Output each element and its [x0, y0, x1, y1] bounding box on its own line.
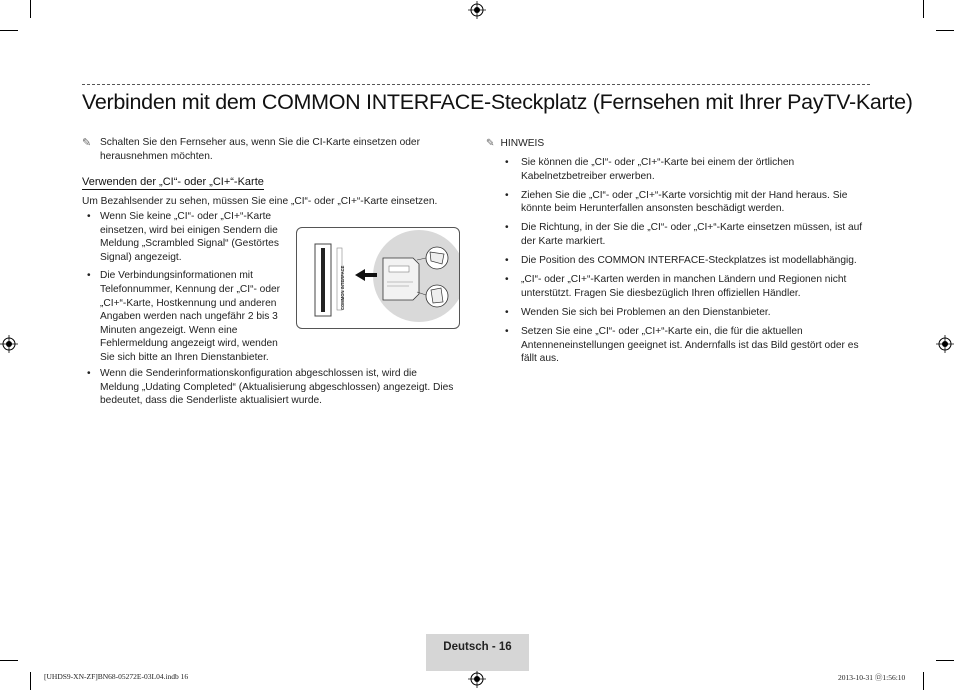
- crop-mark: [0, 30, 18, 31]
- bullet-icon: •: [505, 189, 509, 201]
- bullet-icon: •: [87, 270, 91, 282]
- note-text: Schalten Sie den Fernseher aus, wenn Sie die CI-Karte einsetzen oder herausnehmen möchten.: [100, 137, 420, 162]
- crop-mark: [30, 672, 31, 690]
- crop-mark: [923, 672, 924, 690]
- list-item: • Sie können die „CI“- oder „CI+“-Karte bei einem der örtlichen Kabelnetzbetreiber erwerben.: [505, 157, 795, 182]
- hinweis-heading: ✎ HINWEIS: [486, 138, 545, 149]
- bullet-list: [84, 210, 284, 370]
- hinweis-list: [504, 156, 874, 371]
- registration-mark-icon: [468, 670, 486, 688]
- registration-mark-icon: [0, 335, 18, 353]
- pencil-icon: ✎: [82, 137, 92, 149]
- registration-mark-icon: [936, 335, 954, 353]
- ci-card-diagram: [297, 228, 459, 328]
- pencil-icon: ✎: [486, 138, 495, 149]
- bullet-icon: •: [505, 222, 509, 234]
- title-rule: [82, 84, 870, 85]
- bullet-icon: •: [505, 157, 509, 168]
- slot-label: COMMON INTERFACE: [340, 265, 345, 310]
- crop-mark: [30, 0, 31, 18]
- bullet-icon: •: [505, 274, 509, 286]
- bullet-icon: •: [505, 306, 509, 318]
- list-item: • Wenn die Senderinformationskonfiguration abgeschlossen ist, wird die Meldung „Udating Completed“ (Aktualisierung abgeschlossen) angezeigt. Dies bedeutet, dass die Senderliste aktualisiert wurde.: [87, 368, 454, 407]
- print-slug-right: 2013-10-31 ㉤1:56:10: [838, 673, 906, 682]
- bullet-icon: •: [505, 325, 509, 337]
- bullet-icon: •: [87, 368, 91, 379]
- bullet-icon: •: [87, 211, 91, 222]
- note-block: [82, 136, 422, 163]
- list-item: • Die Verbindungsinformationen mit Telefonnummer, Kennung der „CI“- oder „CI+“-Karte, Hostkennung und anderen Angaben werden nach ungefähr 2 bis 3 Minuten angezeigt. Wenn eine Fehlermeldung angezeigt wird, wenden Sie sich bitte an Ihren Dienstanbieter.: [87, 270, 281, 363]
- list-item: • Ziehen Sie die „CI“- oder „CI+“-Karte vorsichtig mit der Hand heraus. Sie könnte beim Herunterfallen ansonsten beschädigt werden.: [505, 189, 848, 215]
- ci-card-illustration: [296, 227, 460, 329]
- crop-mark: [0, 660, 18, 661]
- list-item: • Wenn Sie keine „CI“- oder „CI+“-Karte einsetzen, wird bei einigen Sendern die Meldung „Scrambled Signal“ (Gestörtes Signal) angezeigt.: [87, 211, 279, 263]
- list-item: • Setzen Sie eine „CI“- oder „CI+“-Karte ein, die für die aktuellen Antenneneinstellungen geeignet ist. Andernfalls ist das Bild gestört oder es fällt aus.: [505, 325, 859, 365]
- page-title: Verbinden mit dem COMMON INTERFACE-Steckplatz (Fernsehen mit Ihrer PayTV-Karte): [82, 90, 913, 114]
- crop-mark: [923, 0, 924, 18]
- intro-text: Um Bezahlsender zu sehen, müssen Sie eine „CI“- oder „CI+“-Karte einsetzen.: [82, 196, 438, 207]
- list-item: • Die Richtung, in der Sie die „CI“- oder „CI+“-Karte einsetzen müssen, ist auf der Karte markiert.: [505, 222, 863, 247]
- page-number-tab: Deutsch - 16: [426, 634, 529, 671]
- list-item: • Wenden Sie sich bei Problemen an den Dienstanbieter.: [505, 306, 771, 318]
- crop-mark: [936, 660, 954, 661]
- print-slug-left: [UHDS9-XN-ZF]BN68-05272E-03L04.indb 16: [44, 672, 189, 681]
- bullet-icon: •: [505, 255, 509, 267]
- registration-mark-icon: [468, 1, 486, 19]
- list-item: • Die Position des COMMON INTERFACE-Steckplatzes ist modellabhängig.: [505, 255, 857, 267]
- bullet-list: [84, 367, 454, 413]
- section-subheading: Verwenden der „CI“- oder „CI+“-Karte: [82, 176, 264, 188]
- crop-mark: [936, 30, 954, 31]
- list-item: • „CI“- oder „CI+“-Karten werden in manchen Ländern und Regionen nicht unterstützt. Fragen Sie diesbezüglich Ihren offiziellen Händler.: [505, 274, 847, 299]
